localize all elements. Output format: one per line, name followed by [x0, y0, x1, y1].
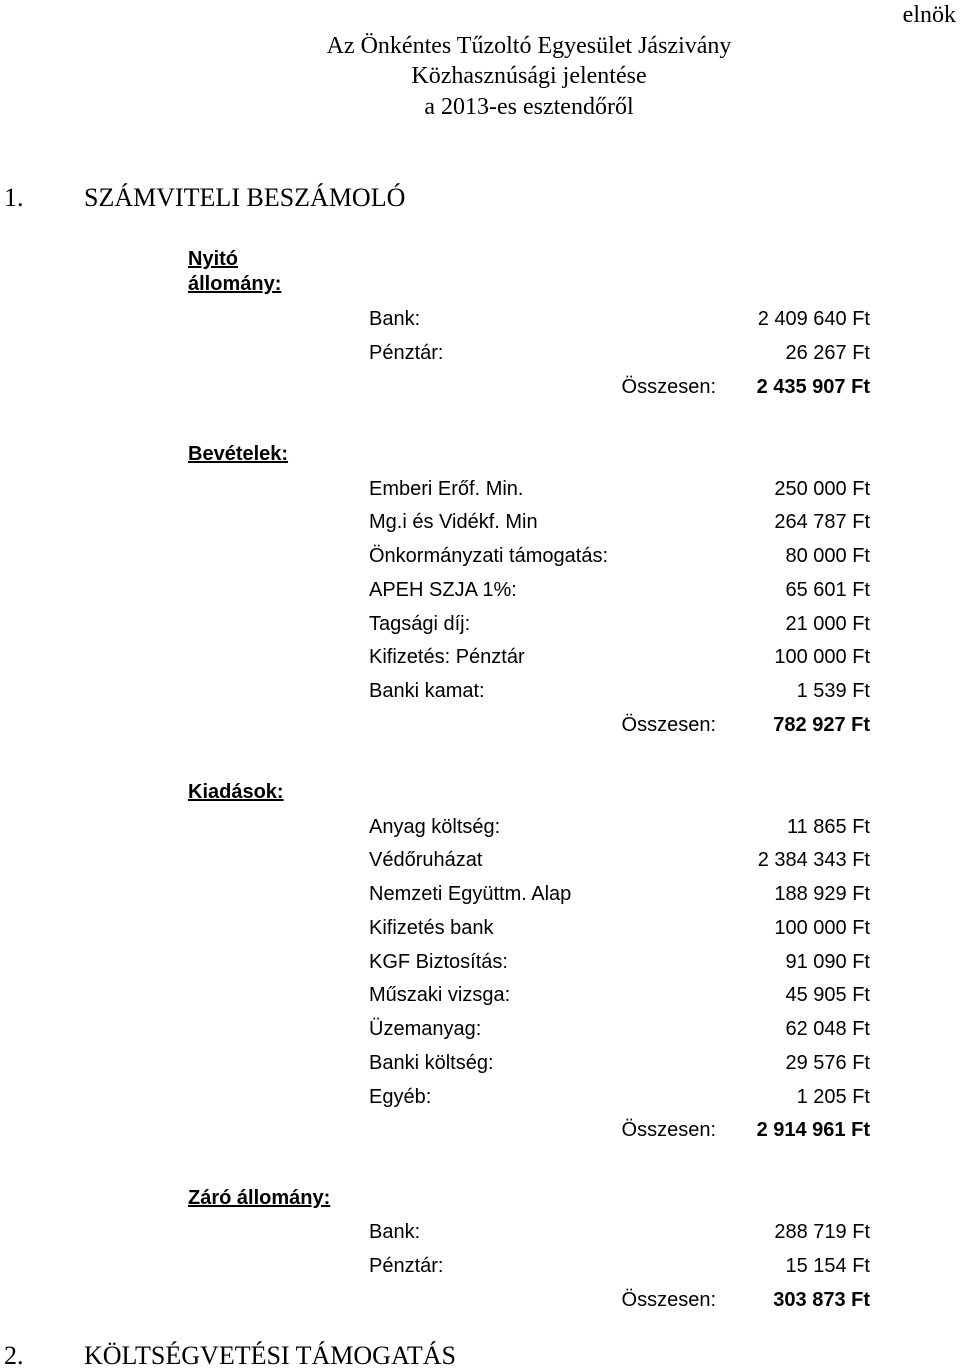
expense-item: Üzemanyag:	[369, 1018, 482, 1040]
expense-amount: 2 384 343 Ft	[757, 849, 870, 871]
income-item: APEH SZJA 1%:	[369, 579, 517, 601]
opening-item-bank: Bank:	[369, 308, 421, 330]
closing-amount-cash: 15 154 Ft	[785, 1255, 870, 1277]
opening-label-line-2: állomány:	[188, 273, 282, 295]
expense-item: Védőruházat	[369, 849, 483, 871]
income-item: Önkormányzati támogatás:	[369, 545, 608, 567]
corner-word: elnök	[902, 2, 956, 28]
income-item: Emberi Erőf. Min.	[369, 478, 524, 500]
income-amount: 21 000 Ft	[785, 613, 870, 635]
expense-amount: 1 205 Ft	[796, 1086, 870, 1108]
opening-item-cash: Pénztár:	[369, 342, 444, 364]
expense-item: Banki költség:	[369, 1052, 494, 1074]
income-total-label: Összesen:	[621, 714, 716, 736]
expense-amount: 91 090 Ft	[785, 951, 870, 973]
document-title-line-2: Közhasznúsági jelentése	[411, 63, 647, 89]
closing-item-cash: Pénztár:	[369, 1255, 444, 1277]
document-title-line-1: Az Önkéntes Tűzoltó Egyesület Jászivány	[326, 33, 732, 59]
income-amount: 250 000 Ft	[774, 478, 870, 500]
section-2-title: KÖLTSÉGVETÉSI TÁMOGATÁS	[84, 1341, 456, 1370]
income-total-amount: 782 927 Ft	[773, 714, 870, 736]
closing-total-label: Összesen:	[621, 1289, 716, 1311]
expense-amount: 62 048 Ft	[785, 1018, 870, 1040]
closing-label: Záró állomány:	[188, 1187, 331, 1209]
expense-item: KGF Biztosítás:	[369, 951, 508, 973]
opening-total-label: Összesen:	[621, 376, 716, 398]
expense-item: Nemzeti Együttm. Alap	[369, 883, 572, 905]
opening-label-line-1: Nyitó	[188, 248, 238, 270]
income-item: Banki kamat:	[369, 680, 485, 702]
expense-item: Kifizetés bank	[369, 917, 494, 939]
income-amount: 100 000 Ft	[774, 646, 870, 668]
expenses-label: Kiadások:	[188, 781, 284, 803]
section-2-number: 2.	[4, 1341, 24, 1370]
expense-amount: 11 865 Ft	[786, 816, 870, 838]
income-amount: 264 787 Ft	[774, 511, 870, 533]
expense-amount: 29 576 Ft	[785, 1052, 870, 1074]
income-label: Bevételek:	[188, 443, 289, 465]
document-title-line-3: a 2013-es esztendőről	[424, 94, 634, 120]
income-amount: 65 601 Ft	[785, 579, 870, 601]
expense-amount: 100 000 Ft	[774, 917, 870, 939]
expense-amount: 188 929 Ft	[774, 883, 870, 905]
opening-amount-bank: 2 409 640 Ft	[757, 308, 870, 330]
expense-item: Egyéb:	[369, 1086, 432, 1108]
opening-total-amount: 2 435 907 Ft	[756, 376, 870, 398]
closing-item-bank: Bank:	[369, 1221, 421, 1243]
expenses-total-label: Összesen:	[621, 1119, 716, 1141]
expense-item: Anyag költség:	[369, 816, 501, 838]
expenses-total-amount: 2 914 961 Ft	[756, 1119, 870, 1141]
income-amount: 1 539 Ft	[796, 680, 870, 702]
income-item: Mg.i és Vidékf. Min	[369, 511, 538, 533]
income-item: Kifizetés: Pénztár	[369, 646, 525, 668]
expense-item: Műszaki vizsga:	[369, 984, 511, 1006]
section-1-number: 1.	[4, 183, 24, 212]
closing-amount-bank: 288 719 Ft	[774, 1221, 870, 1243]
section-1-title: SZÁMVITELI BESZÁMOLÓ	[84, 183, 406, 212]
income-amount: 80 000 Ft	[785, 545, 870, 567]
closing-total-amount: 303 873 Ft	[773, 1289, 870, 1311]
expense-amount: 45 905 Ft	[785, 984, 870, 1006]
income-item: Tagsági díj:	[369, 613, 471, 635]
opening-amount-cash: 26 267 Ft	[785, 342, 870, 364]
